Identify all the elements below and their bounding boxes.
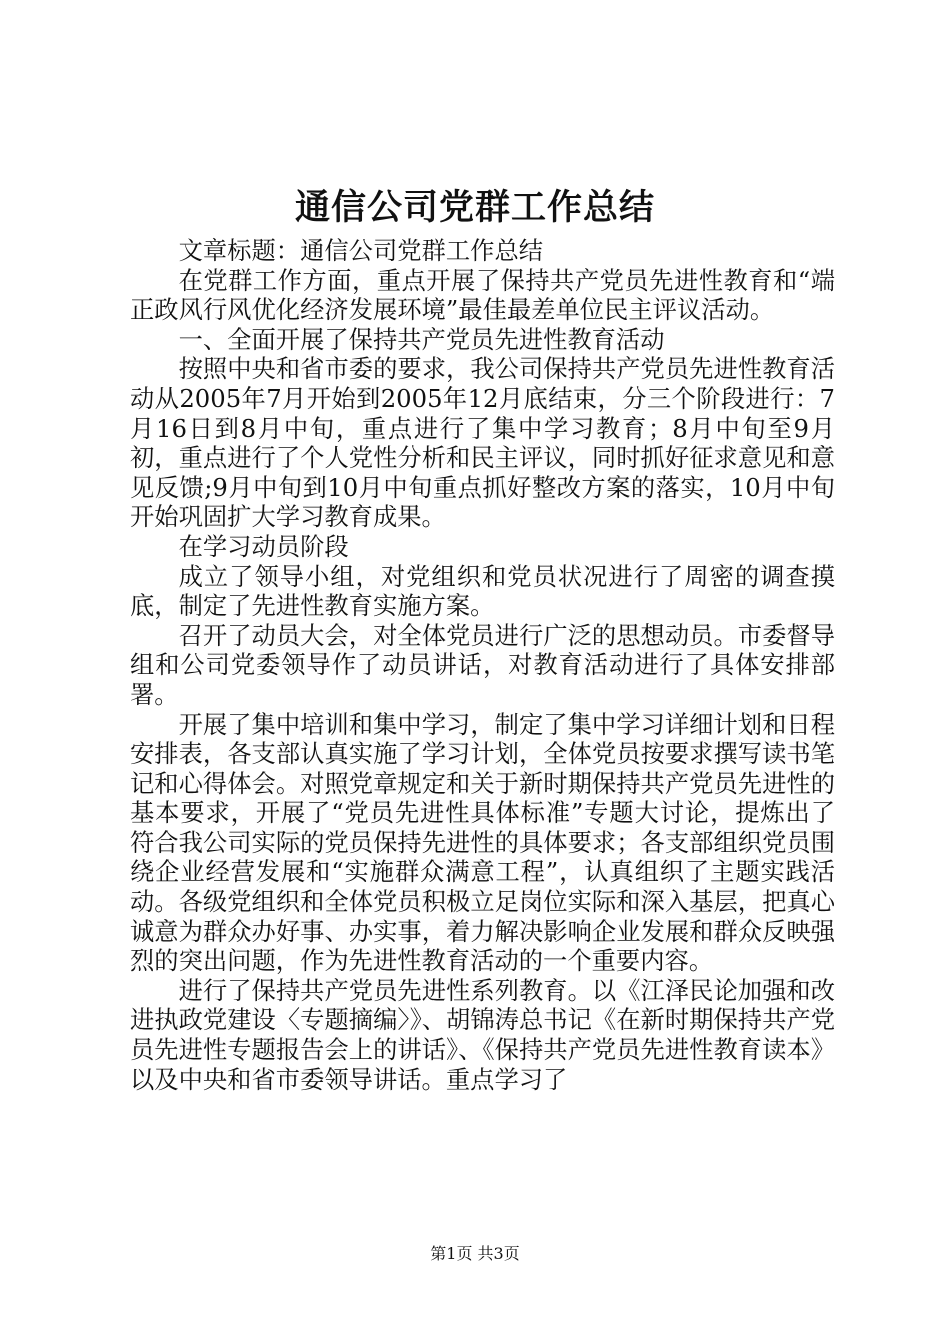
document-title: 通信公司党群工作总结 — [294, 187, 655, 228]
paragraph-intro: 在党群工作方面，重点开展了保持共产党员先进性教育和“端正政风行风优化经济发展环境”最佳最差单位民主评议活动。 — [130, 265, 835, 325]
paragraph: 按照中央和省市委的要求，我公司保持共产党员先进性教育活动从2005年7月开始到2005年12月底结束，分三个阶段进行：7月16日到8月中旬，重点进行了集中学习教育；8月中旬至9月初，重点进行了个人党性分析和民主评议，同时抓好征求意见和意见反馈;9月中旬到10月中旬重点抓好整改方案的落实，10月中旬开始巩固扩大学习教育成果。 — [130, 354, 835, 532]
subsection-heading: 在学习动员阶段 — [178, 531, 349, 561]
paragraph: 开展了集中培训和集中学习，制定了集中学习详细计划和日程安排表，各支部认真实施了学习计划，全体党员按要求撰写读书笔记和心得体会。对照党章规定和关于新时期保持共产党员先进性的基本要求，开展了“党员先进性具体标准”专题大讨论，提炼出了符合我公司实际的党员保持先进性的具体要求；各支部组织党员围绕企业经营发展和“实施群众满意工程”，认真组织了主题实践活动。各级党组织和全体党员积极立足岗位实际和深入基层，把真心诚意为群众办好事、办实事，着力解决影响企业发展和群众反映强烈的突出问题，作为先进性教育活动的一个重要内容。 — [130, 709, 835, 976]
paragraph: 成立了领导小组，对党组织和党员状况进行了周密的调查摸底，制定了先进性教育实施方案。 — [130, 561, 835, 621]
paragraph: 进行了保持共产党员先进性系列教育。以《江泽民论加强和改进执政党建设〈专题摘编〉》、胡锦涛总书记《在新时期保持共产党员先进性专题报告会上的讲话》、《保持共产党员先进性教育读本》以及中央和省市委领导讲话。重点学习了 — [130, 975, 835, 1094]
paragraph: 召开了动员大会，对全体党员进行广泛的思想动员。市委督导组和公司党委领导作了动员讲话，对教育活动进行了具体安排部署。 — [130, 620, 835, 709]
section-heading-1: 一、全面开展了保持共产党员先进性教育活动 — [178, 324, 665, 354]
page-number-footer: 第1页 共3页 — [430, 1244, 520, 1263]
paragraph-article-heading: 文章标题：通信公司党群工作总结 — [178, 236, 544, 265]
document-body — [130, 236, 835, 1094]
